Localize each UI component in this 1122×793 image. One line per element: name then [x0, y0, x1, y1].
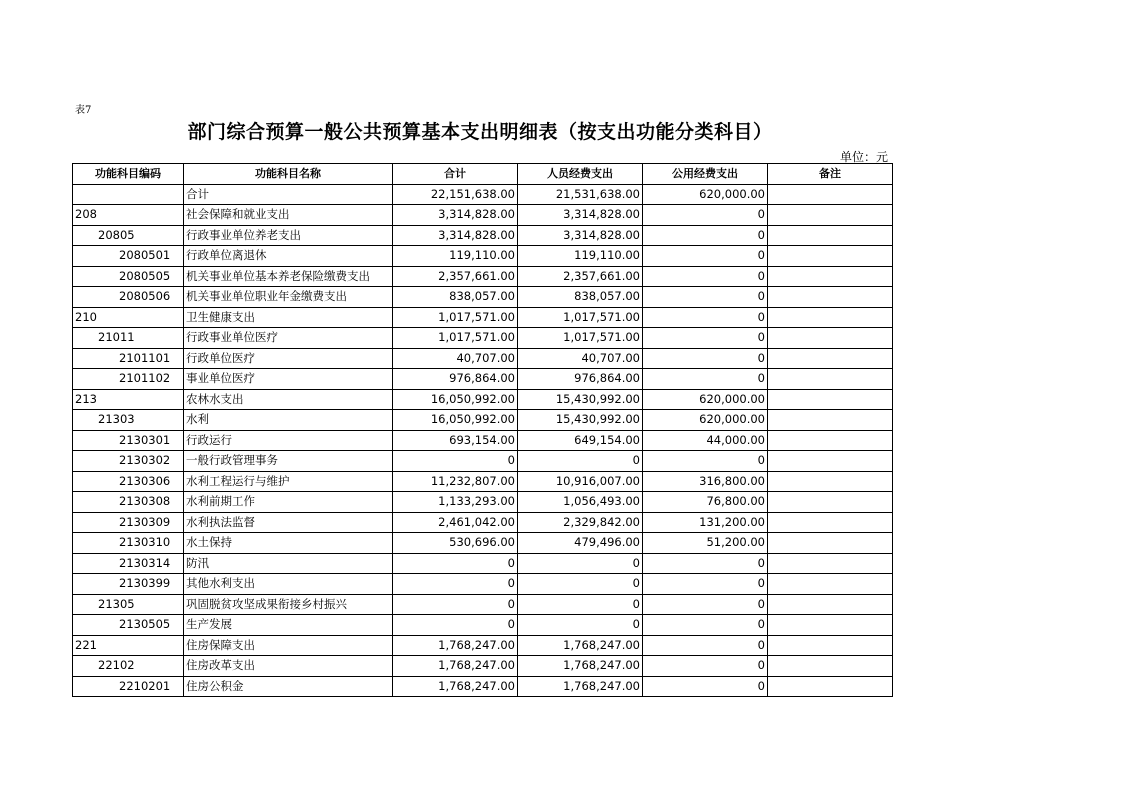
cell-personnel: 1,017,571.00	[518, 307, 643, 328]
cell-public: 44,000.00	[643, 430, 768, 451]
cell-note	[768, 287, 893, 308]
cell-code: 2130314	[73, 553, 184, 574]
cell-note	[768, 328, 893, 349]
cell-total: 22,151,638.00	[393, 184, 518, 205]
table-row	[73, 205, 893, 226]
table-row	[73, 430, 893, 451]
cell-note	[768, 266, 893, 287]
header-name: 功能科目名称	[184, 164, 393, 185]
cell-note	[768, 184, 893, 205]
cell-personnel: 15,430,992.00	[518, 389, 643, 410]
table-row	[73, 184, 893, 205]
cell-name: 生产发展	[184, 615, 393, 636]
cell-personnel: 0	[518, 594, 643, 615]
cell-name: 住房改革支出	[184, 656, 393, 677]
cell-code: 22102	[73, 656, 184, 677]
table-row	[73, 471, 893, 492]
cell-note	[768, 471, 893, 492]
cell-total: 11,232,807.00	[393, 471, 518, 492]
cell-personnel: 649,154.00	[518, 430, 643, 451]
cell-note	[768, 492, 893, 513]
cell-code: 2080506	[73, 287, 184, 308]
cell-name: 巩固脱贫攻坚成果衔接乡村振兴	[184, 594, 393, 615]
cell-total: 119,110.00	[393, 246, 518, 267]
cell-public: 0	[643, 287, 768, 308]
cell-note	[768, 348, 893, 369]
cell-code: 2130310	[73, 533, 184, 554]
header-note: 备注	[768, 164, 893, 185]
cell-code: 2130302	[73, 451, 184, 472]
cell-public: 0	[643, 328, 768, 349]
cell-personnel: 479,496.00	[518, 533, 643, 554]
cell-personnel: 15,430,992.00	[518, 410, 643, 431]
cell-code: 2130399	[73, 574, 184, 595]
table-body	[73, 184, 893, 697]
cell-code: 2130308	[73, 492, 184, 513]
header-public: 公用经费支出	[643, 164, 768, 185]
cell-code: 2130309	[73, 512, 184, 533]
cell-note	[768, 389, 893, 410]
cell-personnel: 976,864.00	[518, 369, 643, 390]
table-row	[73, 594, 893, 615]
cell-note	[768, 205, 893, 226]
cell-name: 行政单位医疗	[184, 348, 393, 369]
cell-name: 行政事业单位医疗	[184, 328, 393, 349]
cell-total: 0	[393, 574, 518, 595]
table-row	[73, 492, 893, 513]
cell-total: 16,050,992.00	[393, 389, 518, 410]
table-row	[73, 266, 893, 287]
cell-personnel: 1,768,247.00	[518, 676, 643, 697]
cell-name: 住房公积金	[184, 676, 393, 697]
cell-note	[768, 594, 893, 615]
table-row	[73, 307, 893, 328]
cell-total: 0	[393, 594, 518, 615]
table-number: 表7	[75, 105, 92, 116]
cell-total: 40,707.00	[393, 348, 518, 369]
cell-name: 水利	[184, 410, 393, 431]
cell-name: 防汛	[184, 553, 393, 574]
cell-total: 1,768,247.00	[393, 635, 518, 656]
cell-code: 21305	[73, 594, 184, 615]
cell-note	[768, 635, 893, 656]
cell-total: 1,768,247.00	[393, 656, 518, 677]
cell-public: 0	[643, 553, 768, 574]
cell-name: 事业单位医疗	[184, 369, 393, 390]
header-code: 功能科目编码	[73, 164, 184, 185]
cell-name: 行政事业单位养老支出	[184, 225, 393, 246]
cell-public: 620,000.00	[643, 389, 768, 410]
cell-code: 2130301	[73, 430, 184, 451]
cell-name: 行政单位离退休	[184, 246, 393, 267]
cell-total: 1,017,571.00	[393, 307, 518, 328]
cell-personnel: 1,017,571.00	[518, 328, 643, 349]
cell-code: 221	[73, 635, 184, 656]
cell-personnel: 838,057.00	[518, 287, 643, 308]
cell-note	[768, 369, 893, 390]
cell-public: 51,200.00	[643, 533, 768, 554]
cell-public: 0	[643, 451, 768, 472]
cell-personnel: 3,314,828.00	[518, 205, 643, 226]
cell-personnel: 0	[518, 451, 643, 472]
table-row	[73, 410, 893, 431]
cell-public: 0	[643, 369, 768, 390]
cell-code: 208	[73, 205, 184, 226]
table-row	[73, 574, 893, 595]
cell-code: 2130306	[73, 471, 184, 492]
cell-public: 0	[643, 205, 768, 226]
cell-public: 0	[643, 615, 768, 636]
cell-personnel: 3,314,828.00	[518, 225, 643, 246]
table-row	[73, 451, 893, 472]
cell-total: 2,357,661.00	[393, 266, 518, 287]
cell-personnel: 0	[518, 615, 643, 636]
cell-code: 2130505	[73, 615, 184, 636]
header-total: 合计	[393, 164, 518, 185]
cell-note	[768, 615, 893, 636]
cell-code: 210	[73, 307, 184, 328]
cell-note	[768, 676, 893, 697]
cell-total: 2,461,042.00	[393, 512, 518, 533]
cell-note	[768, 410, 893, 431]
cell-personnel: 21,531,638.00	[518, 184, 643, 205]
table-row	[73, 656, 893, 677]
cell-name: 农林水支出	[184, 389, 393, 410]
cell-code: 2101101	[73, 348, 184, 369]
cell-public: 0	[643, 635, 768, 656]
cell-name: 水利工程运行与维护	[184, 471, 393, 492]
cell-code: 21303	[73, 410, 184, 431]
table-row	[73, 369, 893, 390]
cell-name: 水利执法监督	[184, 512, 393, 533]
table-header-row	[73, 164, 893, 185]
cell-total: 0	[393, 553, 518, 574]
cell-code: 2080501	[73, 246, 184, 267]
table-row	[73, 512, 893, 533]
budget-table	[72, 163, 893, 697]
unit-label: 单位：元	[839, 150, 888, 164]
cell-name: 机关事业单位职业年金缴费支出	[184, 287, 393, 308]
cell-note	[768, 225, 893, 246]
cell-public: 0	[643, 348, 768, 369]
cell-code: 2210201	[73, 676, 184, 697]
page-title: 部门综合预算一般公共预算基本支出明细表（按支出功能分类科目）	[187, 121, 773, 143]
cell-personnel: 0	[518, 574, 643, 595]
table-row	[73, 676, 893, 697]
cell-personnel: 2,357,661.00	[518, 266, 643, 287]
table-row	[73, 635, 893, 656]
cell-public: 0	[643, 656, 768, 677]
cell-total: 1,768,247.00	[393, 676, 518, 697]
cell-note	[768, 246, 893, 267]
cell-total: 3,314,828.00	[393, 205, 518, 226]
cell-public: 0	[643, 225, 768, 246]
table-row	[73, 553, 893, 574]
cell-note	[768, 656, 893, 677]
table-row	[73, 328, 893, 349]
cell-public: 0	[643, 574, 768, 595]
cell-total: 16,050,992.00	[393, 410, 518, 431]
cell-total: 838,057.00	[393, 287, 518, 308]
cell-name: 机关事业单位基本养老保险缴费支出	[184, 266, 393, 287]
cell-total: 1,133,293.00	[393, 492, 518, 513]
cell-public: 0	[643, 266, 768, 287]
cell-personnel: 2,329,842.00	[518, 512, 643, 533]
cell-name: 行政运行	[184, 430, 393, 451]
cell-personnel: 10,916,007.00	[518, 471, 643, 492]
table-row	[73, 389, 893, 410]
cell-name: 住房保障支出	[184, 635, 393, 656]
cell-note	[768, 574, 893, 595]
cell-name: 水利前期工作	[184, 492, 393, 513]
cell-personnel: 1,768,247.00	[518, 656, 643, 677]
cell-personnel: 0	[518, 553, 643, 574]
cell-total: 693,154.00	[393, 430, 518, 451]
cell-name: 一般行政管理事务	[184, 451, 393, 472]
cell-public: 0	[643, 307, 768, 328]
cell-note	[768, 553, 893, 574]
table-row	[73, 225, 893, 246]
cell-personnel: 1,056,493.00	[518, 492, 643, 513]
cell-public: 131,200.00	[643, 512, 768, 533]
cell-public: 76,800.00	[643, 492, 768, 513]
cell-total: 0	[393, 451, 518, 472]
cell-code: 2101102	[73, 369, 184, 390]
cell-note	[768, 512, 893, 533]
cell-note	[768, 430, 893, 451]
table-row	[73, 348, 893, 369]
cell-total: 3,314,828.00	[393, 225, 518, 246]
cell-name: 卫生健康支出	[184, 307, 393, 328]
cell-code: 20805	[73, 225, 184, 246]
cell-total: 1,017,571.00	[393, 328, 518, 349]
cell-note	[768, 451, 893, 472]
cell-total: 0	[393, 615, 518, 636]
table-row	[73, 615, 893, 636]
cell-name: 合计	[184, 184, 393, 205]
cell-total: 530,696.00	[393, 533, 518, 554]
table-row	[73, 246, 893, 267]
table-row	[73, 287, 893, 308]
cell-personnel: 119,110.00	[518, 246, 643, 267]
cell-name: 水土保持	[184, 533, 393, 554]
table-row	[73, 533, 893, 554]
cell-total: 976,864.00	[393, 369, 518, 390]
cell-note	[768, 533, 893, 554]
cell-personnel: 1,768,247.00	[518, 635, 643, 656]
cell-public: 0	[643, 676, 768, 697]
cell-public: 0	[643, 246, 768, 267]
cell-public: 620,000.00	[643, 184, 768, 205]
cell-public: 620,000.00	[643, 410, 768, 431]
cell-personnel: 40,707.00	[518, 348, 643, 369]
cell-public: 316,800.00	[643, 471, 768, 492]
cell-code	[73, 184, 184, 205]
cell-note	[768, 307, 893, 328]
cell-code: 21011	[73, 328, 184, 349]
cell-code: 2080505	[73, 266, 184, 287]
cell-code: 213	[73, 389, 184, 410]
cell-name: 社会保障和就业支出	[184, 205, 393, 226]
header-personnel: 人员经费支出	[518, 164, 643, 185]
cell-public: 0	[643, 594, 768, 615]
cell-name: 其他水利支出	[184, 574, 393, 595]
